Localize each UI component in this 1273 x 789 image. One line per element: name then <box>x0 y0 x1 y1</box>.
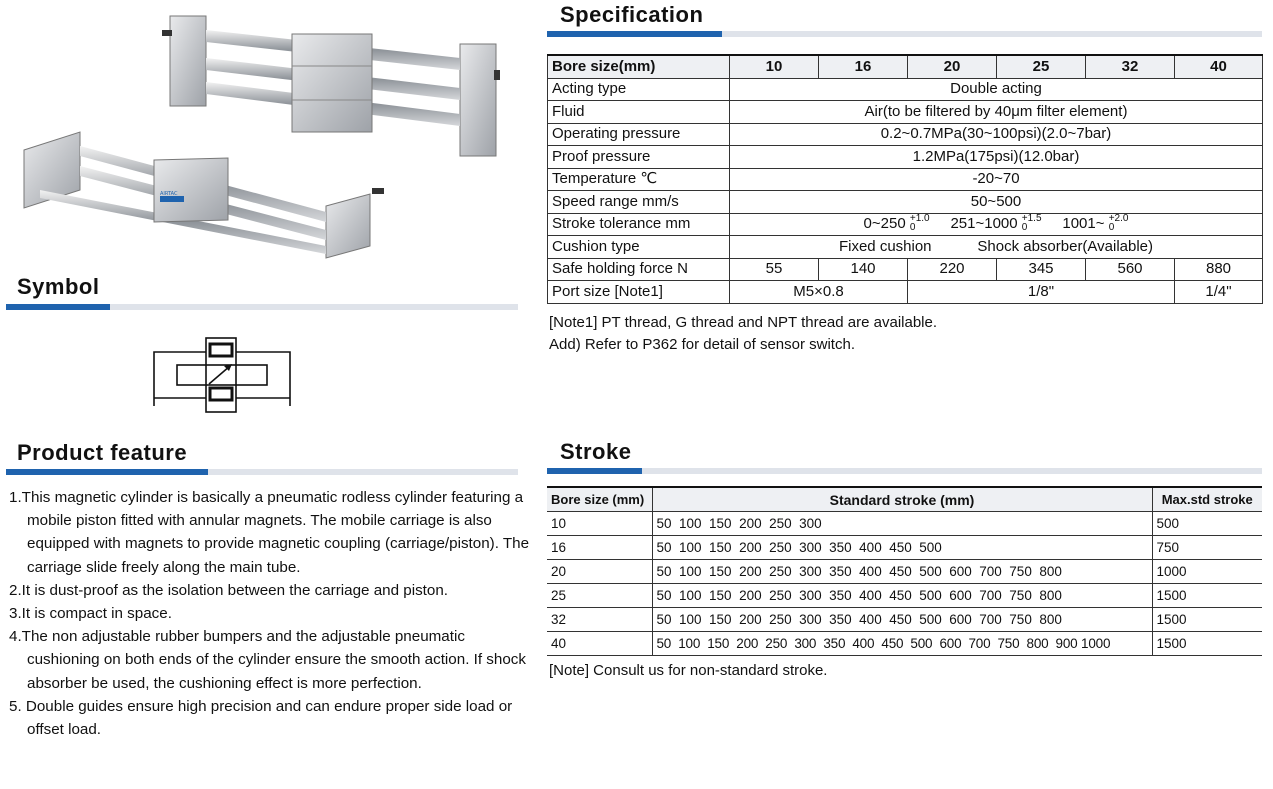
feature-title: Product feature <box>17 440 188 465</box>
tolerance-range-2: 251~1000 <box>950 215 1018 233</box>
spec-bore-20: 20 <box>908 55 997 78</box>
spec-row-port-size <box>548 281 1263 304</box>
spec-value: 140 <box>819 258 908 281</box>
spec-title: Specification <box>560 2 704 27</box>
stroke-header-row <box>547 487 1262 512</box>
stroke-max: 1500 <box>1152 608 1262 632</box>
stroke-row <box>547 608 1262 632</box>
feature-item-2: 2.It is dust-proof as the isolation between the carriage and piston. <box>9 581 449 599</box>
spec-row-temperature <box>548 168 1263 191</box>
tolerance-range-3: 1001~ <box>1062 215 1105 233</box>
stroke-row <box>547 536 1262 560</box>
cushion-shock-absorber: Shock absorber(Available) <box>977 237 1154 255</box>
stroke-row <box>547 584 1262 608</box>
spec-label: Port size [Note1] <box>548 281 730 304</box>
spec-title-rule <box>547 31 1262 37</box>
symbol-title-rule <box>6 304 518 310</box>
spec-value <box>730 213 1263 236</box>
spec-label: Temperature ℃ <box>548 168 730 191</box>
spec-value: Air(to be filtered by 40μm filter element) <box>730 101 1263 124</box>
spec-row-stroke-tolerance <box>548 213 1263 236</box>
spec-row-cushion-type <box>548 236 1263 259</box>
feature-item-5: 5. Double guides ensure high precision and can endure proper side load or offset load. <box>9 697 513 739</box>
symbol-title: Symbol <box>17 274 100 299</box>
spec-value: 560 <box>1086 258 1175 281</box>
spec-value <box>730 236 1263 259</box>
spec-label: Speed range mm/s <box>548 191 730 214</box>
spec-label: Proof pressure <box>548 146 730 169</box>
spec-label: Operating pressure <box>548 123 730 146</box>
stroke-row <box>547 512 1262 536</box>
feature-list <box>9 486 534 741</box>
spec-value: M5×0.8 <box>730 281 908 304</box>
stroke-values: 50 100 150 200 250 300 <box>652 512 1152 536</box>
spec-row-operating-pressure <box>548 123 1263 146</box>
spec-row-fluid <box>548 101 1263 124</box>
feature-item-3: 3.It is compact in space. <box>9 605 172 623</box>
spec-value: 55 <box>730 258 819 281</box>
spec-label: Cushion type <box>548 236 730 259</box>
spec-value: 1/8" <box>908 281 1175 304</box>
tolerance-range-1: 0~250 <box>863 215 906 233</box>
spec-label: Stroke tolerance mm <box>548 213 730 236</box>
spec-header-label: Bore size(mm) <box>548 55 730 78</box>
stroke-bore: 40 <box>547 632 652 656</box>
spec-row-acting-type <box>548 78 1263 101</box>
stroke-bore: 10 <box>547 512 652 536</box>
tolerance-limits-2: +1.5 0 <box>1021 213 1042 234</box>
stroke-values: 50 100 150 200 250 300 350 400 450 500 600 700 750 800 <box>652 584 1152 608</box>
stroke-title-rule <box>547 468 1262 474</box>
stroke-max: 1500 <box>1152 632 1262 656</box>
stroke-bore: 20 <box>547 560 652 584</box>
spec-value: 345 <box>997 258 1086 281</box>
spec-value: 1.2MPa(175psi)(12.0bar) <box>730 146 1263 169</box>
spec-label: Safe holding force N <box>548 258 730 281</box>
spec-table <box>547 54 1263 304</box>
spec-value: 50~500 <box>730 191 1263 214</box>
stroke-max: 750 <box>1152 536 1262 560</box>
stroke-bore: 32 <box>547 608 652 632</box>
stroke-header-standard: Standard stroke (mm) <box>652 487 1152 512</box>
spec-header-row <box>548 55 1263 78</box>
stroke-max: 1500 <box>1152 584 1262 608</box>
spec-row-speed-range <box>548 191 1263 214</box>
stroke-row <box>547 560 1262 584</box>
stroke-max: 1000 <box>1152 560 1262 584</box>
spec-row-proof-pressure <box>548 146 1263 169</box>
spec-value: 0.2~0.7MPa(30~100psi)(2.0~7bar) <box>730 123 1263 146</box>
spec-label: Fluid <box>548 101 730 124</box>
cylinder-upper <box>162 16 500 156</box>
stroke-title: Stroke <box>560 439 632 464</box>
cushion-fixed: Fixed cushion <box>838 237 932 255</box>
stroke-bore: 16 <box>547 536 652 560</box>
pneumatic-symbol-icon <box>150 336 294 414</box>
stroke-values: 50 100 150 200 250 300 350 400 450 500 <box>652 536 1152 560</box>
feature-title-rule <box>6 469 518 475</box>
spec-value: Double acting <box>730 78 1263 101</box>
feature-item-1: 1.This magnetic cylinder is basically a pneumatic rodless cylinder featuring a mobile piston fitted with annular magnets. The mobile carriage is also equipped with magnets to provide magnetic coupling (carriage/piston). The carriage slide freely along the main tube. <box>9 489 530 576</box>
stroke-max: 500 <box>1152 512 1262 536</box>
spec-bore-40: 40 <box>1175 55 1263 78</box>
spec-value: 1/4" <box>1175 281 1263 304</box>
stroke-table <box>547 486 1262 656</box>
spec-bore-10: 10 <box>730 55 819 78</box>
stroke-note: [Note] Consult us for non-standard stroke. <box>549 662 828 679</box>
spec-bore-32: 32 <box>1086 55 1175 78</box>
stroke-values: 50 100 150 200 250 300 350 400 450 500 600 700 750 800 900 1000 <box>652 632 1152 656</box>
spec-bore-16: 16 <box>819 55 908 78</box>
spec-note-2: Add) Refer to P362 for detail of sensor switch. <box>549 336 855 353</box>
tolerance-limits-1: +1.0 0 <box>909 213 930 234</box>
spec-label: Acting type <box>548 78 730 101</box>
tolerance-limits-3: +2.0 0 <box>1108 213 1129 234</box>
spec-row-safe-holding-force <box>548 258 1263 281</box>
stroke-bore: 25 <box>547 584 652 608</box>
spec-bore-25: 25 <box>997 55 1086 78</box>
brand-label: AIRTAC <box>160 191 178 197</box>
spec-value: 880 <box>1175 258 1263 281</box>
stroke-values: 50 100 150 200 250 300 350 400 450 500 600 700 750 800 <box>652 608 1152 632</box>
stroke-values: 50 100 150 200 250 300 350 400 450 500 600 700 750 800 <box>652 560 1152 584</box>
spec-value: -20~70 <box>730 168 1263 191</box>
cylinder-lower <box>24 132 384 258</box>
product-photo <box>20 0 500 265</box>
stroke-row <box>547 632 1262 656</box>
spec-value: 220 <box>908 258 997 281</box>
spec-note-1: [Note1] PT thread, G thread and NPT thread are available. <box>549 314 938 331</box>
stroke-header-bore: Bore size (mm) <box>547 487 652 512</box>
stroke-header-max: Max.std stroke <box>1152 487 1262 512</box>
feature-item-4: 4.The non adjustable rubber bumpers and the adjustable pneumatic cushioning on both ends of the cylinder ensure the smooth action. If shock absorber be used, the cushioning effect is more perfection. <box>9 628 526 692</box>
